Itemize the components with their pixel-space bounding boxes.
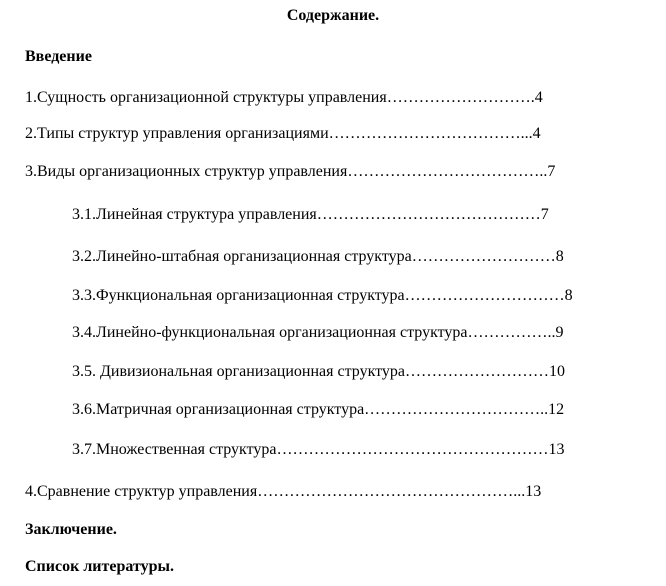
- toc-entry-3-2: 3.2.Линейно-штабная организационная структура………………………8: [72, 248, 564, 265]
- intro-heading: Введение: [25, 48, 92, 65]
- toc-entry-3-5: 3.5. Дивизиональная организационная структура………………………10: [72, 363, 566, 380]
- toc-entry-3-1: 3.1.Линейная структура управления……………………………………7: [72, 206, 549, 223]
- toc-entry-3-4: 3.4.Линейно-функциональная организационная структура……………..9: [72, 324, 564, 341]
- references-heading: Список литературы.: [25, 558, 174, 575]
- toc-entry-2: 2.Типы структур управления организациями………………………………...4: [25, 125, 541, 142]
- toc-entry-3-6: 3.6.Матричная организационная структура……………………………..12: [72, 401, 565, 418]
- toc-entry-3-7: 3.7.Множественная структура……………………………………………13: [72, 441, 565, 458]
- toc-title: Содержание.: [286, 7, 380, 24]
- toc-entry-4: 4.Сравнение структур управления…………………………………………...13: [25, 483, 542, 500]
- toc-entry-1: 1.Сущность организационной структуры управления……………………….4: [25, 89, 543, 106]
- toc-entry-3-3: 3.3.Функциональная организационная структура…………………………8: [72, 287, 573, 304]
- toc-entry-3: 3.Виды организационных структур управления………………………………..7: [25, 163, 556, 180]
- conclusion-heading: Заключение.: [25, 521, 117, 538]
